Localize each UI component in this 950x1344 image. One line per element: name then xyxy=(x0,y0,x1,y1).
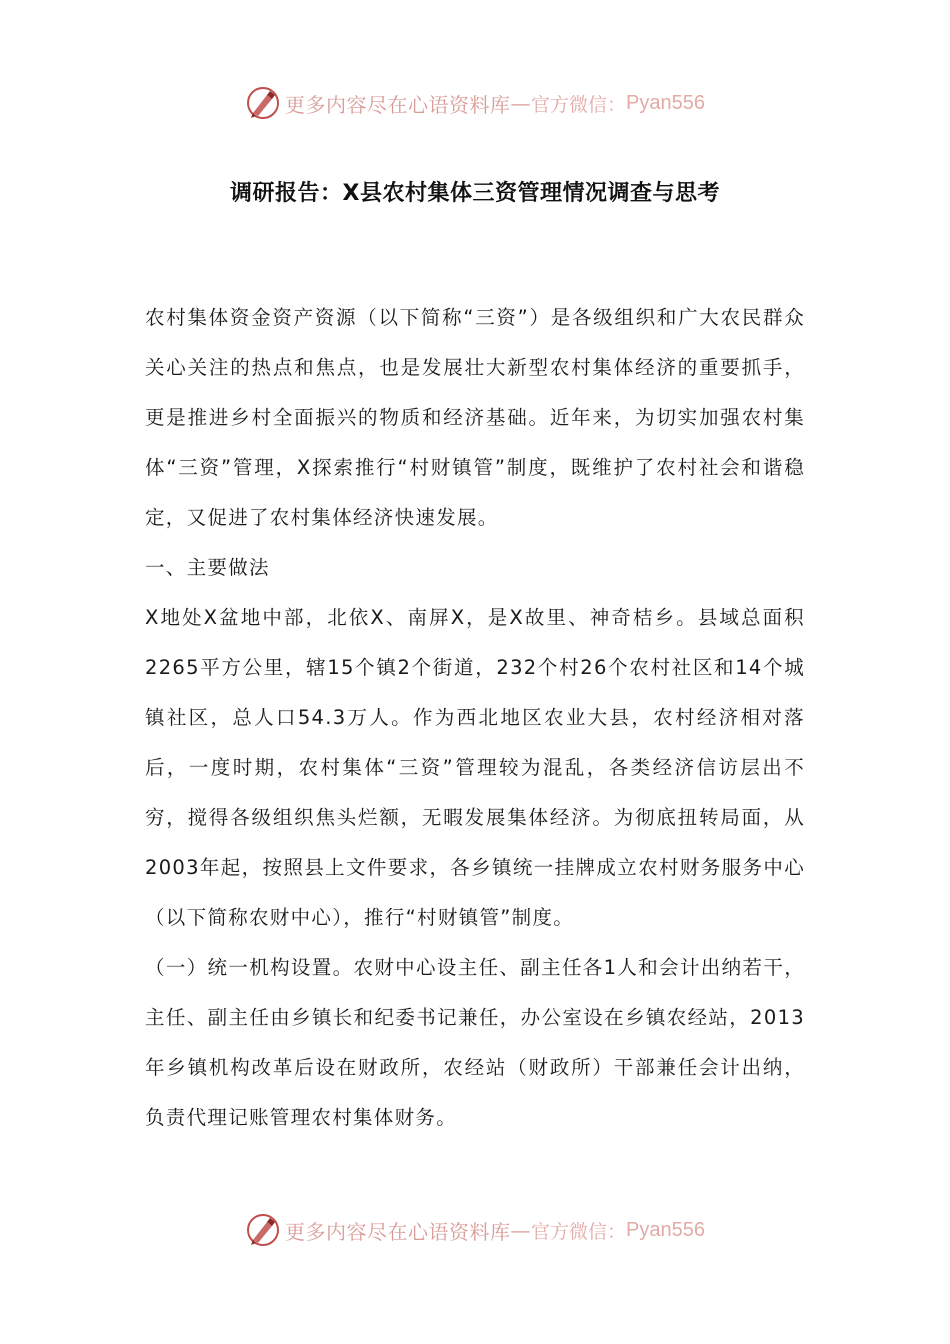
pen-logo-icon xyxy=(245,85,281,121)
watermark-wechat-label: 官方微信： xyxy=(531,93,627,116)
section-heading-main-practices: 一、主要做法 xyxy=(145,556,270,579)
watermark-dash: — xyxy=(510,91,531,115)
paragraph-unified-institutions: （一）统一机构设置。农财中心设主任、副主任各1人和会计出纳若干，主任、副主任由乡镇长和纪委书记兼任，办公室设在乡镇农经站，2013年乡镇机构改革后设在财政所，农经站（财政所）干部兼任会计出纳，负责代理记账管理农村集体财务。 xyxy=(145,956,805,1129)
paragraph-county-background: X地处X盆地中部，北依X、南屏X，是X故里、神奇桔乡。县域总面积2265平方公里，辖15个镇2个街道，232个村26个农村社区和14个城镇社区，总人口54.3万人。作为西北地区农业大县，农村经济相对落后，一度时期，农村集体“三资”管理较为混乱，各类经济信访层出不穷，搅得各级组织焦头烂额，无暇发展集体经济。为彻底扭转局面，从2003年起，按照县上文件要求，各乡镇统一挂牌成立农村财务服务中心（以下简称农财中心），推行“村财镇管”制度。 xyxy=(145,606,805,929)
pen-logo-icon xyxy=(245,1212,281,1248)
watermark-text: 更多内容尽在心语资料库 xyxy=(285,92,511,117)
document-title: 调研报告：X县农村集体三资管理情况调查与思考 xyxy=(230,181,720,206)
watermark-text: 更多内容尽在心语资料库 xyxy=(285,1219,511,1244)
document-body xyxy=(145,293,805,1143)
watermark-wechat-label: 官方微信： xyxy=(531,1220,627,1243)
paragraph-intro: 农村集体资金资产资源（以下简称“三资”）是各级组织和广大农民群众关心关注的热点和焦点，也是发展壮大新型农村集体经济的重要抓手，更是推进乡村全面振兴的物质和经济基础。近年来，为切实加强农村集体“三资”管理，X探索推行“村财镇管”制度，既维护了农村社会和谐稳定，又促进了农村集体经济快速发展。 xyxy=(145,306,805,529)
watermark-banner-bottom xyxy=(0,1210,950,1250)
watermark-banner-top xyxy=(0,83,950,123)
watermark-wechat-id: Pyan556 xyxy=(626,1218,705,1241)
watermark-wechat-id: Pyan556 xyxy=(626,91,705,114)
watermark-dash: — xyxy=(510,1218,531,1242)
